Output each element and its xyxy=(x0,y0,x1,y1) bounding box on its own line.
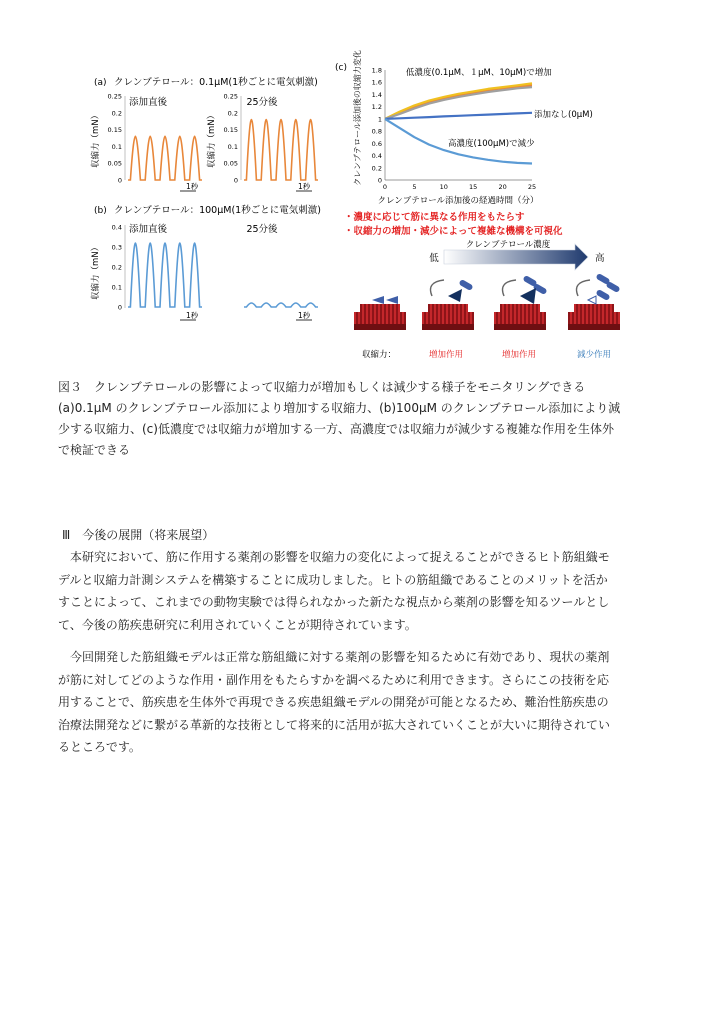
panel-a-scale-label-right: 1秒 xyxy=(298,182,311,191)
force-row-label: 収縮力： xyxy=(362,350,397,360)
panel-b-heading: クレンブテロール：100μM(1秒ごとに電気刺激) xyxy=(114,205,321,216)
concentration-diagram xyxy=(354,239,621,360)
panel-a-ylabel: 収縮力（mN） xyxy=(91,110,101,168)
panel-c xyxy=(335,50,593,206)
panel-b-right-trace xyxy=(244,303,318,307)
bullet-1: ・濃度に応じて筋に異なる作用をもたらす xyxy=(344,212,525,223)
series-line xyxy=(385,113,532,119)
y-tick-label: 0.4 xyxy=(371,152,382,161)
panel-c-label-low: 低濃度(0.1μM、１μM、10μM)で増加 xyxy=(406,68,552,78)
paragraph-line: すことによって、これまでの動物実験では得られなかった新たな視点から薬剤の影響を知るツールとし xyxy=(58,595,610,609)
panel-c-label-none: 添加なし(0μM) xyxy=(534,110,593,120)
y-tick-label: 0.6 xyxy=(371,139,382,148)
y-tick-label: 0.4 xyxy=(111,223,122,232)
panel-a-yticks-right xyxy=(224,93,238,185)
y-tick-label: 0.2 xyxy=(111,263,122,272)
effect-label-3: 減少作用 xyxy=(576,350,612,360)
x-tick-label: 5 xyxy=(412,183,417,191)
tissue-block-mid xyxy=(494,275,548,330)
paragraph-line: 用することで、筋疾患を生体外で再現できる疾患組織モデルの開発が可能となるため、難治性筋疾患の xyxy=(58,695,609,709)
gradient-label: クレンブテロール濃度 xyxy=(465,240,551,250)
panel-b-letter: (b) xyxy=(94,206,107,216)
paragraph-line: 本研究において、筋に作用する薬剤の影響を収縮力の変化によって捉えることができるヒト筋組織モ xyxy=(58,550,610,564)
y-tick-label: 0 xyxy=(117,176,122,185)
section-heading: Ⅲ 今後の展開（将来展望） xyxy=(62,528,215,542)
gradient-high-label: 高 xyxy=(595,253,605,264)
y-tick-label: 1.6 xyxy=(371,78,382,87)
panel-b-ylabel: 収縮力（mN） xyxy=(91,242,101,300)
panel-a-letter: (a) xyxy=(94,78,107,88)
panel-b xyxy=(90,204,321,320)
panel-a-right-title: 25分後 xyxy=(246,97,278,108)
caption-title: 図３ クレンブテロールの影響によって収縮力が増加もしくは減少する様子をモニタリングできる xyxy=(58,380,586,394)
panel-b-scale-label-right: 1秒 xyxy=(298,311,311,320)
caption-line: で検証できる xyxy=(58,443,131,457)
effect-label-1: 増加作用 xyxy=(428,350,464,360)
y-tick-label: 0.1 xyxy=(111,142,122,151)
y-tick-label: 0.1 xyxy=(227,142,238,151)
y-tick-label: 0.2 xyxy=(111,109,122,118)
panel-a xyxy=(90,76,318,191)
panel-c-letter: (c) xyxy=(335,63,347,73)
y-tick-label: 1.2 xyxy=(371,103,382,112)
paragraph-line: るところです。 xyxy=(58,740,141,754)
effect-label-2: 増加作用 xyxy=(501,350,537,360)
y-tick-label: 0.2 xyxy=(227,109,238,118)
y-tick-label: 0.2 xyxy=(371,164,382,173)
panel-c-label-high: 高濃度(100μM)で減少 xyxy=(448,139,535,149)
panel-b-left-trace xyxy=(128,243,202,307)
y-tick-label: 0.05 xyxy=(223,159,238,168)
y-tick-label: 0 xyxy=(233,176,238,185)
paragraph-2 xyxy=(58,646,678,759)
gradient-low-label: 低 xyxy=(429,253,439,264)
panel-a-left-title: 添加直後 xyxy=(128,97,168,108)
panel-b-scale-label-left: 1秒 xyxy=(186,311,199,320)
paragraph-line: 今回開発した筋組織モデルは正常な筋組織に対する薬剤の影響を知るために有効であり、現状の薬剤 xyxy=(58,650,610,664)
panel-a-scale-label-left: 1秒 xyxy=(186,182,199,191)
panel-b-left-title: 添加直後 xyxy=(128,224,168,235)
panel-a-right-trace xyxy=(244,120,318,180)
paragraph-line: 治療法開発などに繋がる革新的な技術として将来的に活用が拡大されていくことが大いに期待されてい xyxy=(58,717,611,732)
y-tick-label: 0.25 xyxy=(223,92,238,101)
caption-line: 少する収縮力、(c)低濃度では収縮力が増加する一方、高濃度では収縮力が減少する複雑な作用を生体外 xyxy=(58,422,614,436)
x-tick-label: 20 xyxy=(498,183,507,191)
y-tick-label: 0 xyxy=(377,176,382,185)
paragraph-1 xyxy=(58,546,678,636)
x-tick-label: 10 xyxy=(439,183,448,191)
y-tick-label: 0.25 xyxy=(107,92,122,101)
panel-a-heading: クレンブテロール：0.1μM(1秒ごとに電気刺激) xyxy=(114,77,318,88)
paragraph-line: て、今後の筋疾患研究に利用されていくことが期待されています。 xyxy=(58,617,417,632)
panel-a-left-trace xyxy=(128,136,202,180)
y-tick-label: 1.4 xyxy=(371,90,382,99)
y-tick-label: 0.15 xyxy=(223,126,238,135)
panel-a-yticks-left xyxy=(108,93,122,185)
figure-3 xyxy=(0,0,724,372)
tissue-block-low xyxy=(422,279,474,330)
y-tick-label: 1 xyxy=(377,115,382,124)
paragraph-line: デルと収縮力計測システムを構築することに成功しました。ヒトの筋組織であることのメリットを活か xyxy=(58,572,608,587)
panel-a-ylabel-right: 収縮力（mN） xyxy=(207,110,217,168)
figure-caption xyxy=(58,377,678,461)
y-tick-label: 0.8 xyxy=(371,127,382,136)
x-tick-label: 15 xyxy=(469,183,478,191)
panel-b-right-title: 25分後 xyxy=(246,224,278,235)
y-tick-label: 0 xyxy=(117,303,122,312)
y-tick-label: 1.8 xyxy=(371,66,382,75)
y-tick-label: 0.05 xyxy=(107,159,122,168)
x-tick-label: 0 xyxy=(382,183,388,191)
tissue-block-high xyxy=(568,273,621,330)
panel-c-xlabel: クレンブテロール添加後の経過時間（分） xyxy=(377,196,539,206)
y-tick-label: 0.15 xyxy=(107,126,122,135)
x-tick-label: 25 xyxy=(527,183,537,191)
panel-b-yticks-left xyxy=(112,224,122,312)
paragraph-line: が筋に対してどのような作用・副作用をもたらすかを調べるために利用できます。さらにこの技術を応 xyxy=(58,672,610,687)
y-tick-label: 0.1 xyxy=(111,283,122,292)
bullet-2: ・収縮力の増加・減少によって複雑な機構を可視化 xyxy=(344,226,563,237)
panel-c-ylabel: クレンブテロール添加後の収縮力変化 xyxy=(353,50,362,186)
tissue-block-control xyxy=(354,296,406,330)
panel-c-series xyxy=(385,83,532,163)
y-tick-label: 0.3 xyxy=(111,243,122,252)
caption-line: (a)0.1μM のクレンブテロール添加により増加する収縮力、(b)100μM のクレンブテロール添加により減 xyxy=(58,401,621,415)
